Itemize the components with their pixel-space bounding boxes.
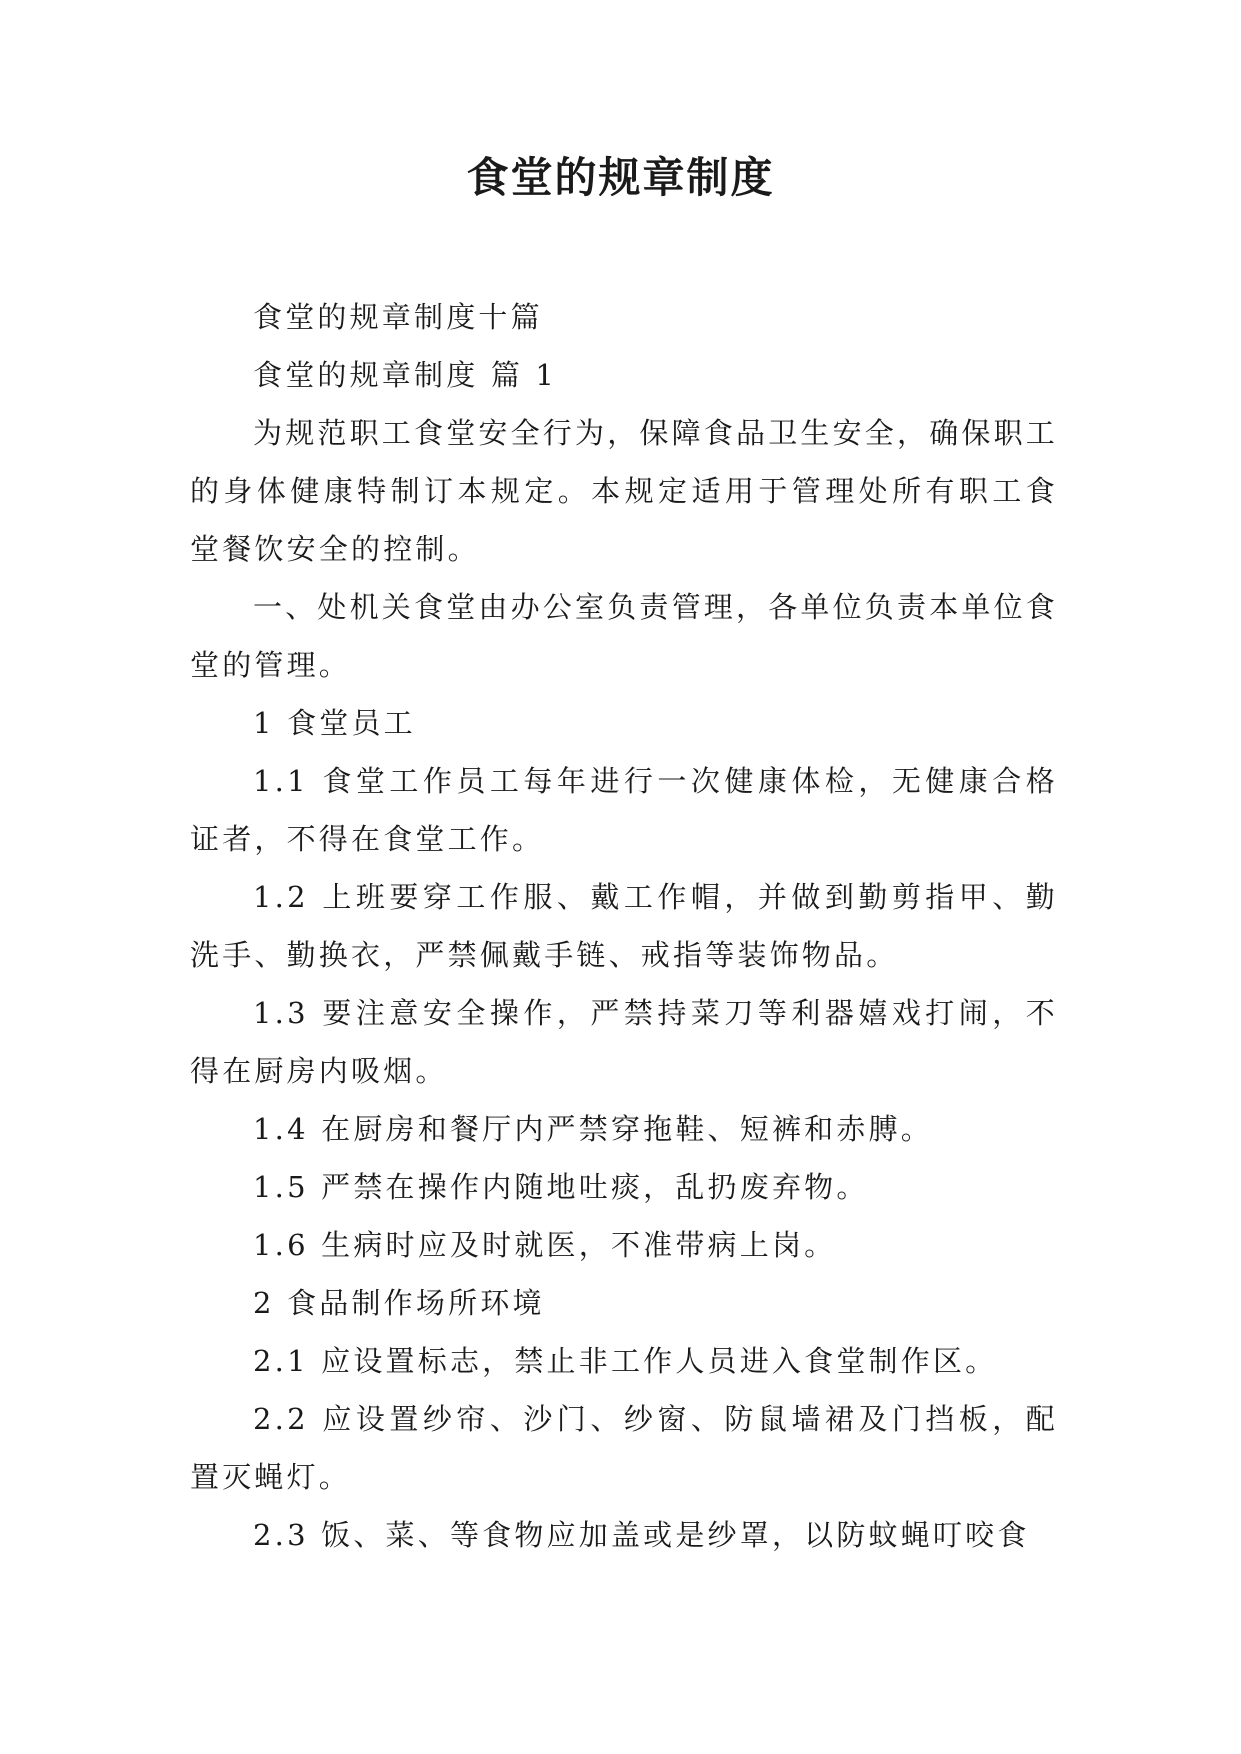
paragraph-rule-1-3: 1.3 要注意安全操作，严禁持菜刀等利器嬉戏打闹，不得在厨房内吸烟。 <box>190 996 1058 1088</box>
heading-staff: 1 食堂员工 <box>253 706 416 740</box>
paragraph-rule-1-4: 1.4 在厨房和餐厅内严禁穿拖鞋、短裤和赤膊。 <box>253 1112 933 1146</box>
paragraph-rule-1-1: 1.1 食堂工作员工每年进行一次健康体检，无健康合格证者，不得在食堂工作。 <box>190 764 1058 856</box>
paragraph-purpose: 为规范职工食堂安全行为，保障食品卫生安全，确保职工的身体健康特制订本规定。本规定适用于管理处所有职工食堂餐饮安全的控制。 <box>190 416 1059 566</box>
paragraph-rule-1-5: 1.5 严禁在操作内随地吐痰，乱扔废弃物。 <box>253 1170 869 1204</box>
document-body <box>190 288 1058 1564</box>
paragraph-management: 一、处机关食堂由办公室负责管理，各单位负责本单位食堂的管理。 <box>190 590 1059 682</box>
paragraph-rule-2-3: 2.3 饭、菜、等食物应加盖或是纱罩，以防蚊蝇叮咬食 <box>253 1518 1030 1552</box>
document-title: 食堂的规章制度 <box>466 153 775 202</box>
paragraph-section-heading: 食堂的规章制度 篇 1 <box>253 358 558 392</box>
paragraph-rule-2-2: 2.2 应设置纱帘、沙门、纱窗、防鼠墙裙及门挡板，配置灭蝇灯。 <box>190 1402 1058 1494</box>
paragraph-collection-title: 食堂的规章制度十篇 <box>253 300 543 334</box>
paragraph-rule-2-1: 2.1 应设置标志，禁止非工作人员进入食堂制作区。 <box>253 1344 998 1378</box>
heading-environment: 2 食品制作场所环境 <box>253 1286 545 1320</box>
paragraph-rule-1-6: 1.6 生病时应及时就医，不准带病上岗。 <box>253 1228 837 1262</box>
paragraph-rule-1-2: 1.2 上班要穿工作服、戴工作帽，并做到勤剪指甲、勤洗手、勤换衣，严禁佩戴手链、戒指等装饰物品。 <box>190 880 1058 972</box>
